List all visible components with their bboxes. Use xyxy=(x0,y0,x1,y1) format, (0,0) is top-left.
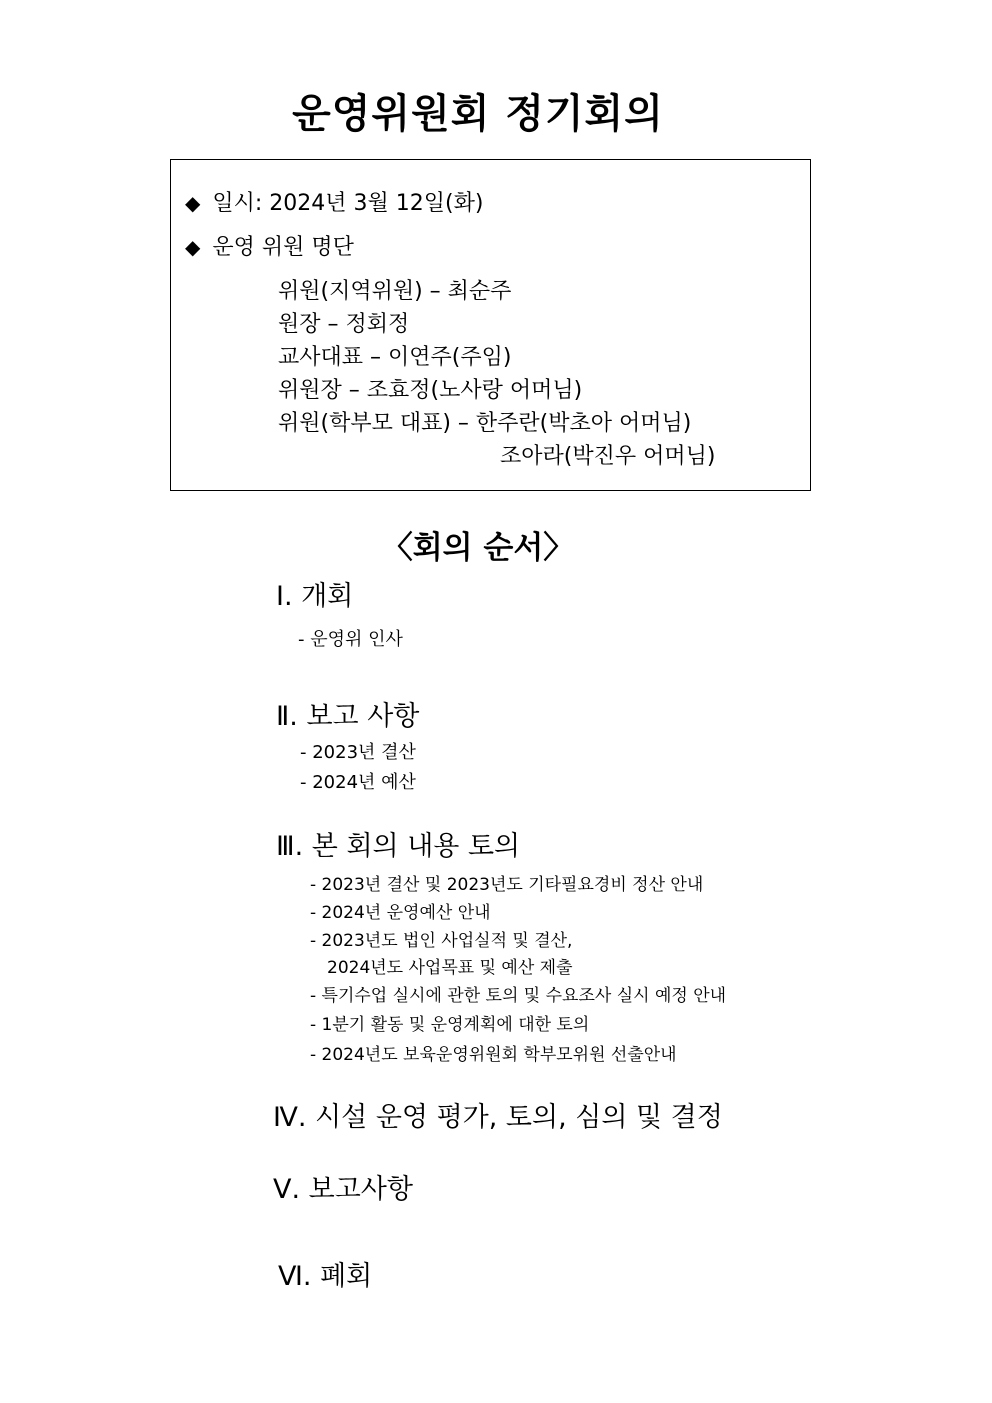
section-title: Ⅱ. 보고 사항 xyxy=(276,701,420,732)
order-heading: 〈회의 순서〉 xyxy=(381,530,575,566)
section-item: - 운영위 인사 xyxy=(298,629,403,650)
member-line: 교사대표 – 이연주(주임) xyxy=(278,345,512,370)
members-heading-text: 운영 위원 명단 xyxy=(212,235,354,260)
section-item: - 2023년 결산 xyxy=(300,742,416,763)
member-line: 위원(지역위원) – 최순주 xyxy=(278,279,512,304)
document-title: 운영위원회 정기회의 xyxy=(292,91,664,137)
section-item: - 2024년도 보육운영위원회 학부모위원 선출안내 xyxy=(310,1045,677,1065)
diamond-bullet-icon: ◆ xyxy=(185,191,201,215)
members-heading xyxy=(185,230,354,261)
section-item: - 2024년 운영예산 안내 xyxy=(310,903,491,923)
date-line xyxy=(185,186,483,217)
section-title: Ⅴ. 보고사항 xyxy=(273,1174,413,1205)
date-text: 일시: 2024년 3월 12일(화) xyxy=(212,191,484,216)
section-title: Ⅰ. 개회 xyxy=(276,581,354,612)
member-line: 위원장 – 조효정(노사랑 어머님) xyxy=(278,378,583,403)
section-title: Ⅲ. 본 회의 내용 토의 xyxy=(276,831,521,862)
section-item: 2024년도 사업목표 및 예산 제출 xyxy=(327,958,573,978)
diamond-bullet-icon: ◆ xyxy=(185,235,201,259)
section-item: - 2023년도 법인 사업실적 및 결산, xyxy=(310,931,573,951)
member-line: 위원(학부모 대표) – 한주란(박초아 어머님) xyxy=(278,411,692,436)
section-item: - 특기수업 실시에 관한 토의 및 수요조사 실시 예정 안내 xyxy=(310,986,727,1006)
section-title: Ⅳ. 시설 운영 평가, 토의, 심의 및 결정 xyxy=(273,1102,723,1133)
section-item: - 2024년 예산 xyxy=(300,772,416,793)
section-title: Ⅵ. 폐회 xyxy=(278,1261,373,1292)
member-line: 원장 – 정회정 xyxy=(278,312,410,337)
member-line: 조아라(박진우 어머님) xyxy=(500,444,716,469)
section-item: - 1분기 활동 및 운영계획에 대한 토의 xyxy=(310,1015,590,1035)
section-item: - 2023년 결산 및 2023년도 기타필요경비 정산 안내 xyxy=(310,875,704,895)
